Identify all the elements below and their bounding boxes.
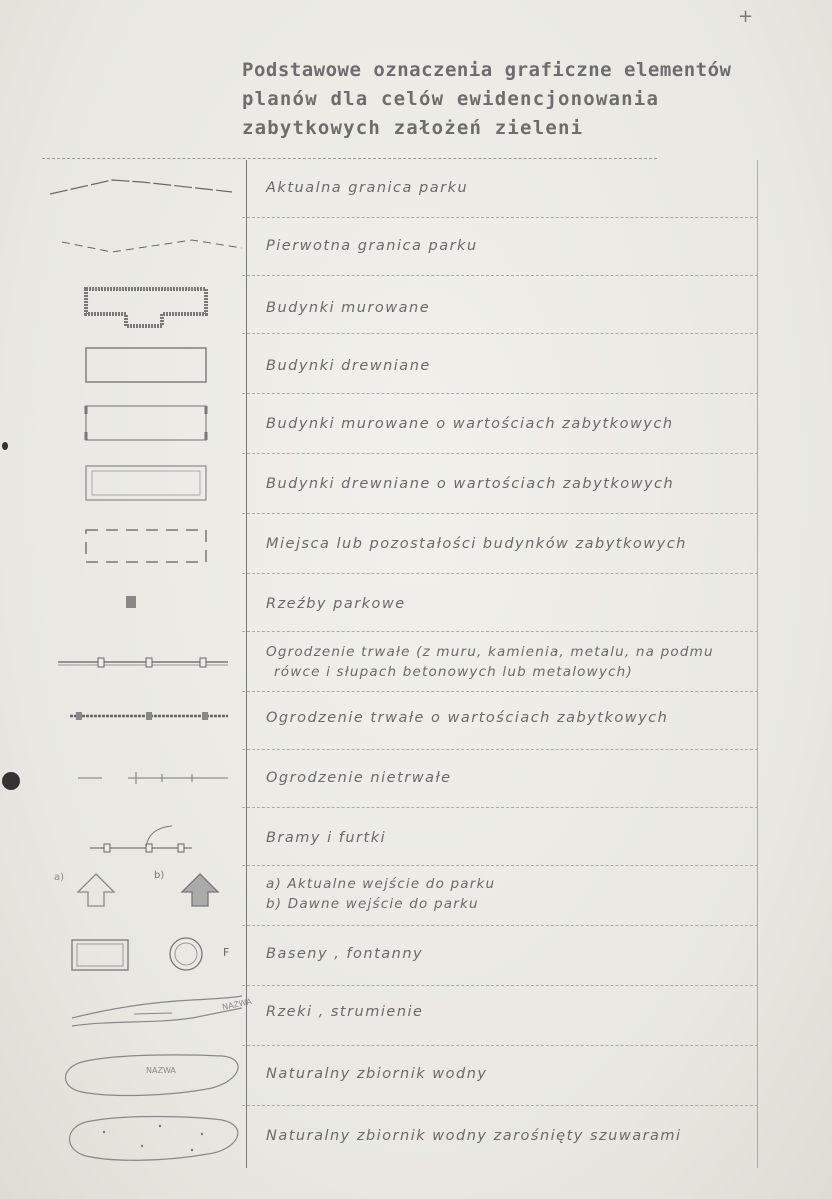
overgrown-water-body-symbol (42, 1106, 242, 1168)
legend-label: Rzeźby parkowe (266, 596, 406, 612)
legend-label: Budynki drewniane (266, 358, 431, 374)
legend-label: Baseny , fontanny (266, 946, 424, 962)
river-name-tag: NAZWA (221, 996, 253, 1013)
legend-label: Budynki murowane (266, 300, 431, 316)
wooden-building-symbol (42, 334, 242, 394)
legend-row-sculpture (42, 574, 758, 632)
legend-label: Naturalny zbiornik wodny zarośnięty szuwarami (266, 1128, 682, 1144)
legend-row-historic-masonry (42, 394, 758, 454)
marker-b: b) (154, 870, 165, 881)
legend-label: Pierwotna granica parku (266, 238, 478, 254)
permanent-fence-symbol (42, 632, 242, 692)
title-line-2: planów dla celów ewidencjonowania (242, 88, 660, 110)
entrances-symbol (42, 866, 242, 926)
sculpture-symbol (42, 574, 242, 632)
legend-row-overgrown-water-body (42, 1106, 758, 1168)
legend-label-line-2: b) Dawne wejście do parku (266, 896, 479, 912)
legend-row-gates (42, 808, 758, 866)
legend-row-wooden (42, 334, 758, 394)
original-boundary-symbol (42, 218, 242, 276)
temporary-fence-symbol (42, 750, 242, 808)
historic-masonry-symbol (42, 394, 242, 454)
marker-a: a) (54, 872, 65, 883)
historic-wooden-symbol (42, 454, 242, 514)
title-line-3: zabytkowych założeń zieleni (242, 117, 584, 139)
legend-row-original-boundary (42, 218, 758, 276)
legend-label (266, 874, 495, 914)
legend-row-rivers (42, 986, 758, 1046)
water-body-symbol (42, 1046, 242, 1106)
legend-label: Ogrodzenie trwałe o wartościach zabytkowych (266, 710, 669, 726)
legend-label: Aktualna granica parku (266, 180, 469, 196)
legend-label (266, 642, 714, 682)
legend-row-permanent-fence (42, 632, 758, 692)
legend-label: Budynki murowane o wartościach zabytkowych (266, 416, 674, 432)
legend-label: Miejsca lub pozostałości budynków zabytkowych (266, 536, 687, 552)
legend-label-line-1: a) Aktualne wejście do parku (266, 876, 496, 892)
legend-label-line-2: rówce i słupach betonowych lub metalowych) (274, 664, 633, 680)
legend-row-actual-boundary (42, 160, 758, 218)
legend-row-historic-fence (42, 692, 758, 750)
legend-label: Budynki drewniane o wartościach zabytkowych (266, 476, 675, 492)
fountain-letter: F (223, 946, 230, 959)
masonry-building-symbol (42, 276, 242, 334)
legend-label: Ogrodzenie nietrwałe (266, 770, 452, 786)
corner-mark: + (738, 6, 754, 27)
legend-row-temporary-fence (42, 750, 758, 808)
title-rule (42, 158, 657, 159)
legend-row-masonry (42, 276, 758, 334)
legend-row-historic-wooden (42, 454, 758, 514)
gates-symbol (42, 808, 242, 866)
punch-hole-mark (2, 772, 20, 790)
pools-symbol (42, 926, 242, 986)
building-remains-symbol (42, 514, 242, 574)
legend-row-building-remains (42, 514, 758, 574)
title-line-1: Podstawowe oznaczenia graficzne elementów (242, 59, 732, 81)
legend-row-entrances (42, 866, 758, 926)
actual-boundary-symbol (42, 160, 242, 218)
historic-fence-symbol (42, 692, 242, 750)
legend-row-water-body (42, 1046, 758, 1106)
document-title (242, 56, 762, 143)
rivers-symbol (42, 986, 242, 1046)
legend-label: Rzeki , strumienie (266, 1004, 424, 1020)
water-body-name-tag: NAZWA (146, 1066, 176, 1075)
legend-label-line-1: Ogrodzenie trwałe (z muru, kamienia, metalu, na podmu (266, 644, 714, 660)
legend-label: Bramy i furtki (266, 830, 387, 846)
legend-label: Naturalny zbiornik wodny (266, 1066, 488, 1082)
legend-row-pools (42, 926, 758, 986)
punch-hole-mark (2, 442, 8, 450)
